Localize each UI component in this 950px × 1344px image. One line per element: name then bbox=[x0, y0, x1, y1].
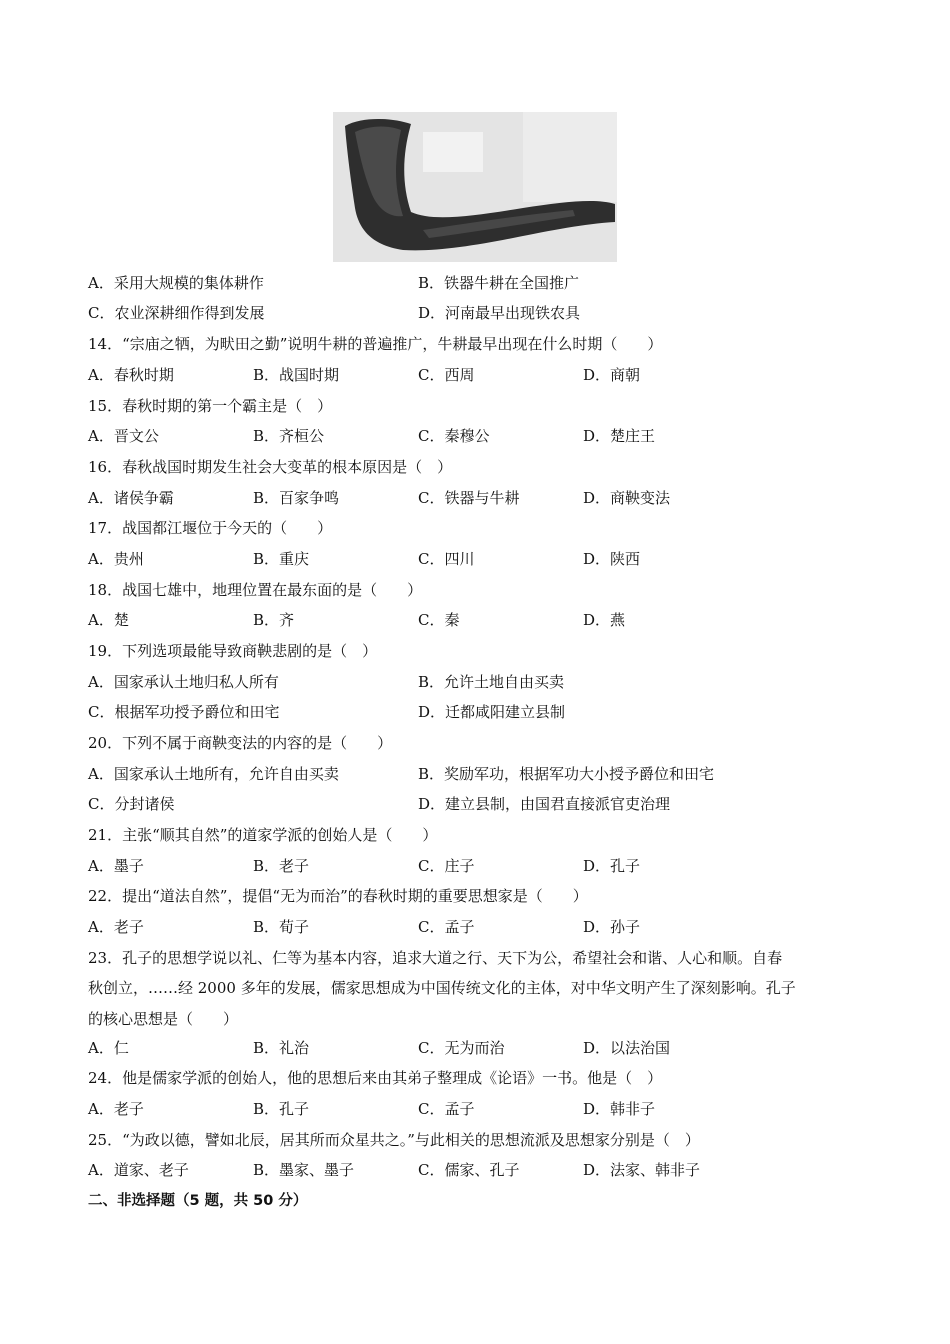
q16-option-b[interactable]: B．百家争鸣 bbox=[253, 489, 340, 507]
q20-option-c[interactable]: C．分封诸侯 bbox=[88, 795, 175, 813]
q17-option-b[interactable]: B．重庆 bbox=[253, 550, 310, 568]
q17-option-a[interactable]: A．贵州 bbox=[88, 550, 144, 568]
q14-option-a[interactable]: A．春秋时期 bbox=[88, 366, 174, 384]
q17-option-d[interactable]: D．陕西 bbox=[583, 550, 641, 568]
q25-option-b[interactable]: B．墨家、墨子 bbox=[253, 1161, 355, 1179]
q20-option-a[interactable]: A．国家承认土地所有，允许自由买卖 bbox=[88, 765, 339, 783]
q24-stem: 24．他是儒家学派的创始人，他的思想后来由其弟子整理成《论语》一书。他是（ ） bbox=[88, 1069, 663, 1087]
q18-option-c[interactable]: C．秦 bbox=[418, 611, 460, 629]
q18-option-d[interactable]: D．燕 bbox=[583, 611, 626, 629]
q22-option-b[interactable]: B．荀子 bbox=[253, 918, 310, 936]
q25-option-a[interactable]: A．道家、老子 bbox=[88, 1161, 189, 1179]
q13-option-a[interactable]: A．采用大规模的集体耕作 bbox=[88, 274, 264, 292]
q18-stem: 18．战国七雄中，地理位置在最东面的是（ ） bbox=[88, 581, 423, 599]
q24-option-b[interactable]: B．孔子 bbox=[253, 1100, 310, 1118]
q23-stem-line-3: 的核心思想是（ ） bbox=[88, 1010, 239, 1028]
q22-option-d[interactable]: D．孙子 bbox=[583, 918, 641, 936]
q18-option-b[interactable]: B．齐 bbox=[253, 611, 295, 629]
q21-option-c[interactable]: C．庄子 bbox=[418, 857, 475, 875]
q21-option-d[interactable]: D．孔子 bbox=[583, 857, 641, 875]
q20-option-d[interactable]: D．建立县制，由国君直接派官吏治理 bbox=[418, 795, 671, 813]
q24-option-a[interactable]: A．老子 bbox=[88, 1100, 144, 1118]
q25-option-c[interactable]: C．儒家、孔子 bbox=[418, 1161, 520, 1179]
q16-option-d[interactable]: D．商鞅变法 bbox=[583, 489, 671, 507]
q24-option-d[interactable]: D．韩非子 bbox=[583, 1100, 656, 1118]
q25-option-d[interactable]: D．法家、韩非子 bbox=[583, 1161, 701, 1179]
q23-stem-line-1: 23．孔子的思想学说以礼、仁等为基本内容，追求大道之行、天下为公，希望社会和谐、人心和顺。自春 bbox=[88, 949, 783, 967]
q14-option-b[interactable]: B．战国时期 bbox=[253, 366, 340, 384]
q14-stem: 14．“宗庙之牺，为畎田之勤”说明牛耕的普遍推广，牛耕最早出现在什么时期（ ） bbox=[88, 335, 663, 353]
q14-option-d[interactable]: D．商朝 bbox=[583, 366, 641, 384]
q23-option-a[interactable]: A．仁 bbox=[88, 1039, 129, 1057]
q19-option-d[interactable]: D．迁都咸阳建立县制 bbox=[418, 703, 566, 721]
q16-option-a[interactable]: A．诸侯争霸 bbox=[88, 489, 174, 507]
q16-stem: 16．春秋战国时期发生社会大变革的根本原因是（ ） bbox=[88, 458, 453, 476]
q18-option-a[interactable]: A．楚 bbox=[88, 611, 129, 629]
q14-option-c[interactable]: C．西周 bbox=[418, 366, 475, 384]
q22-option-c[interactable]: C．孟子 bbox=[418, 918, 475, 936]
q21-option-a[interactable]: A．墨子 bbox=[88, 857, 144, 875]
q22-stem: 22．提出“道法自然”，提倡“无为而治”的春秋时期的重要思想家是（ ） bbox=[88, 887, 588, 905]
section-title: 二、非选择题（5 题，共 50 分） bbox=[88, 1193, 308, 1209]
q13-option-b[interactable]: B．铁器牛耕在全国推广 bbox=[418, 274, 580, 292]
q16-option-c[interactable]: C．铁器与牛耕 bbox=[418, 489, 520, 507]
q22-option-a[interactable]: A．老子 bbox=[88, 918, 144, 936]
q19-stem: 19．下列选项最能导致商鞅悲剧的是（ ） bbox=[88, 642, 378, 660]
q15-option-a[interactable]: A．晋文公 bbox=[88, 427, 159, 445]
q23-option-c[interactable]: C．无为而治 bbox=[418, 1039, 505, 1057]
q21-stem: 21．主张“顺其自然”的道家学派的创始人是（ ） bbox=[88, 826, 438, 844]
q17-stem: 17．战国都江堰位于今天的（ ） bbox=[88, 519, 333, 537]
q15-stem: 15．春秋时期的第一个霸主是（ ） bbox=[88, 397, 333, 415]
q20-option-b[interactable]: B．奖励军功，根据军功大小授予爵位和田宅 bbox=[418, 765, 715, 783]
q20-stem: 20．下列不属于商鞅变法的内容的是（ ） bbox=[88, 734, 393, 752]
q15-option-c[interactable]: C．秦穆公 bbox=[418, 427, 490, 445]
q24-option-c[interactable]: C．孟子 bbox=[418, 1100, 475, 1118]
q19-option-a[interactable]: A．国家承认土地归私人所有 bbox=[88, 673, 279, 691]
q17-option-c[interactable]: C．四川 bbox=[418, 550, 475, 568]
q23-option-b[interactable]: B．礼治 bbox=[253, 1039, 310, 1057]
q23-stem-line-2: 秋创立，……经 2000 多年的发展，儒家思想成为中国传统文化的主体，对中华文明产生了深刻影响。孔子 bbox=[88, 979, 796, 997]
q21-option-b[interactable]: B．老子 bbox=[253, 857, 310, 875]
iron-plough-figure bbox=[333, 112, 617, 262]
q13-option-d[interactable]: D．河南最早出现铁农具 bbox=[418, 304, 581, 322]
q23-option-d[interactable]: D．以法治国 bbox=[583, 1039, 671, 1057]
q19-option-c[interactable]: C．根据军功授予爵位和田宅 bbox=[88, 703, 280, 721]
q15-option-d[interactable]: D．楚庄王 bbox=[583, 427, 656, 445]
q15-option-b[interactable]: B．齐桓公 bbox=[253, 427, 325, 445]
q13-option-c[interactable]: C．农业深耕细作得到发展 bbox=[88, 304, 265, 322]
q19-option-b[interactable]: B．允许土地自由买卖 bbox=[418, 673, 565, 691]
q25-stem: 25．“为政以德，譬如北辰，居其所而众星共之。”与此相关的思想流派及思想家分别是（ ） bbox=[88, 1131, 700, 1149]
